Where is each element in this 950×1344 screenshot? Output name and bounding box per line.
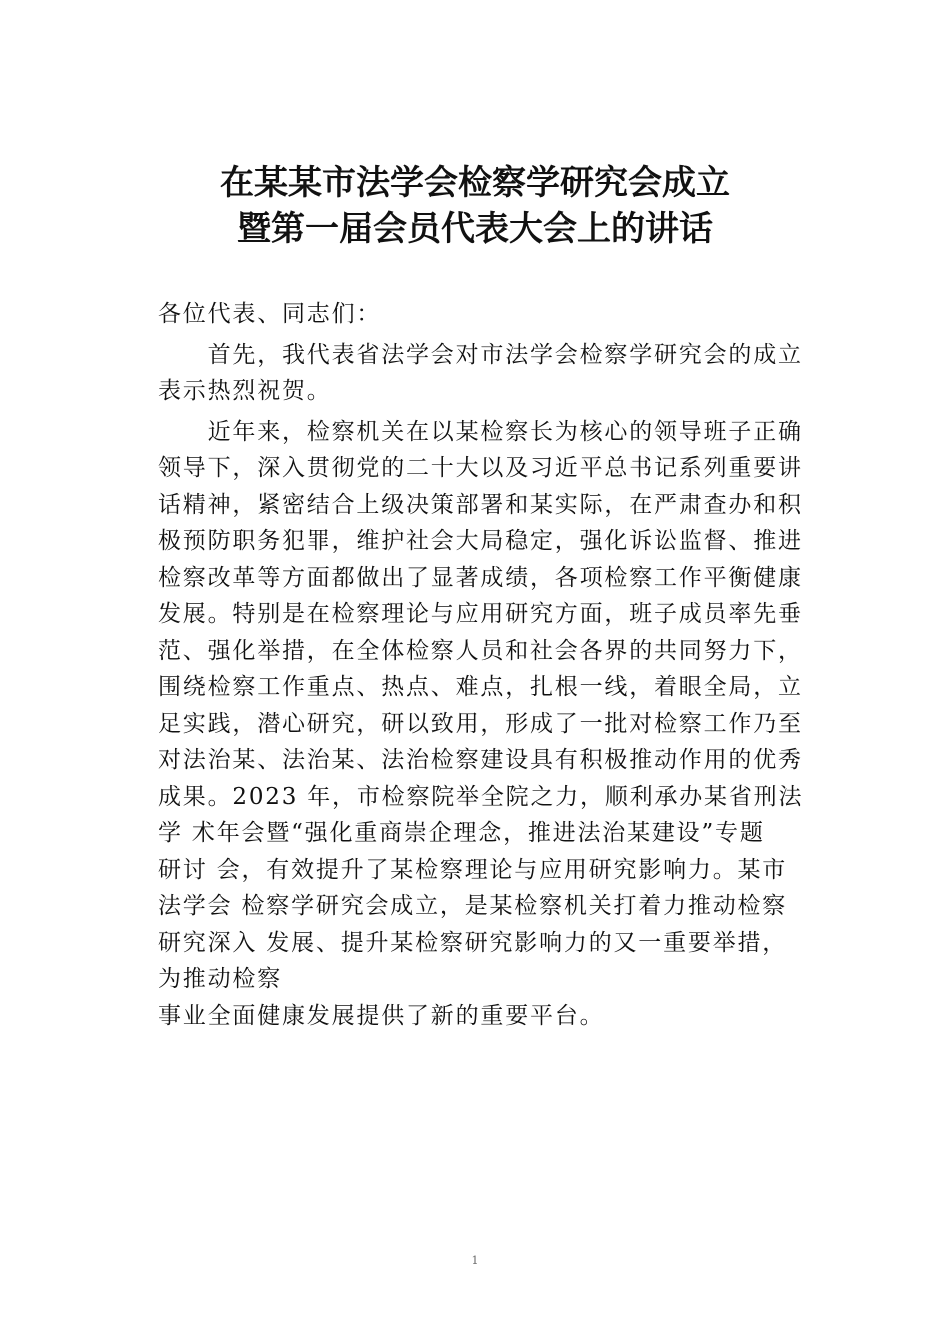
document-title (0, 160, 950, 252)
page-number: 1 (471, 1254, 479, 1267)
document-body (158, 296, 823, 1034)
paragraph-line: 学 术年会暨“强化重商崇企理念，推进法治某建设”专题 (158, 820, 765, 846)
paragraph-line: 检察改革等方面都做出了显著成绩，各项检察工作平衡健康 (158, 564, 803, 591)
paragraph-line: 近年来，检察机关在以某检察长为核心的领导班子正确 (158, 418, 803, 445)
paragraph-line: 话精神，紧密结合上级决策部署和某实际，在严肃查办和积 (158, 491, 803, 518)
title-line-1: 在某某市法学会检察学研究会成立 (220, 163, 730, 203)
salutation: 各位代表、同志们： (158, 301, 382, 327)
paragraph-line: 范、强化举措，在全体检察人员和社会各界的共同努力下， (158, 637, 803, 664)
paragraph-2 (158, 414, 823, 1035)
paragraph-line: 为推动检察 (158, 966, 282, 992)
paragraph-line: 成果。2023 年，市检察院举全院之力，顺利承办某省刑法 (158, 783, 804, 810)
paragraph-line: 事业全面健康发展提供了新的重要平台。 (158, 1002, 605, 1029)
paragraph-line: 法学会 检察学研究会成立，是某检察机关打着力推动检察 (158, 893, 788, 919)
paragraph-line: 足实践，潜心研究，研以致用，形成了一批对检察工作乃至 (158, 710, 803, 737)
paragraph-line: 对法治某、法治某、法治检察建设具有积极推动作用的优秀 (158, 747, 803, 773)
paragraph-line: 研究深入 发展、提升某检察研究影响力的又一重要举措， (158, 929, 788, 956)
paragraph-line: 围绕检察工作重点、热点、难点，扎根一线，着眼全局，立 (158, 674, 803, 700)
paragraph-1 (158, 337, 823, 410)
paragraph-line: 极预防职务犯罪，维护社会大局稳定，强化诉讼监督、推进 (158, 528, 803, 554)
title-line-2: 暨第一届会员代表大会上的讲话 (237, 209, 713, 249)
paragraph-line: 研讨 会，有效提升了某检察理论与应用研究影响力。某市 (158, 856, 788, 883)
paragraph-line: 发展。特别是在检察理论与应用研究方面，班子成员率先垂 (158, 601, 803, 627)
paragraph-line: 首先，我代表省法学会对市法学会检察学研究会的成立 (158, 341, 803, 368)
paragraph-line: 领导下，深入贯彻党的二十大以及习近平总书记系列重要讲 (158, 455, 803, 481)
paragraph-line: 表示热烈祝贺。 (158, 378, 332, 404)
